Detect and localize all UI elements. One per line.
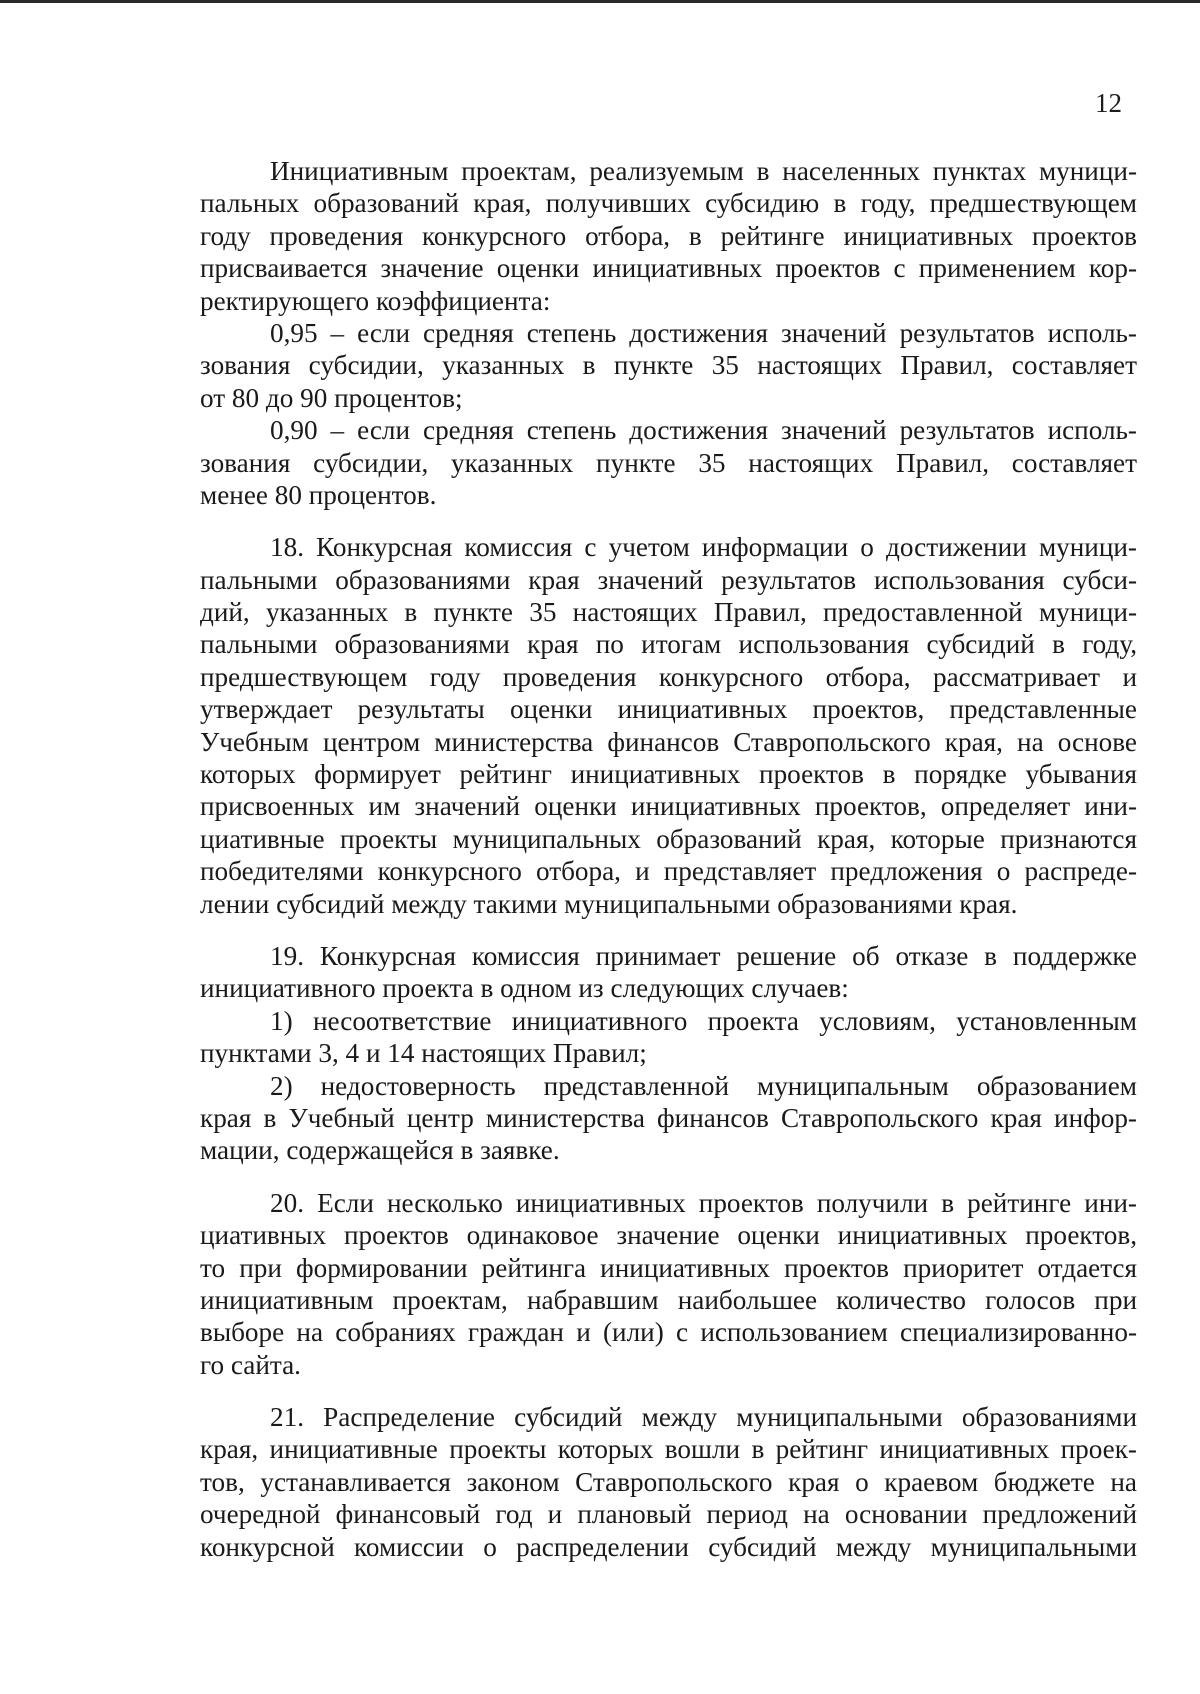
text-line: циативные проекты муниципальных образований края, которые признаются <box>200 823 1137 854</box>
text-line: присваивается значение оценки инициативных проектов с применением кор- <box>200 253 1137 284</box>
paragraph-18 <box>200 531 1137 920</box>
text-line: края в Учебный центр министерства финансов Ставропольского края инфор- <box>200 1102 1137 1133</box>
text-line: которых формирует рейтинг инициативных проектов в порядке убывания <box>200 759 1137 790</box>
text-line: зования субсидии, указанных пункте 35 настоящих Правил, составляет <box>200 447 1137 478</box>
text-line: пунктами 3, 4 и 14 настоящих Правил; <box>200 1038 647 1069</box>
text-line: пальных образований края, получивших субсидию в году, предшествующем <box>200 188 1137 219</box>
text-line: тов, устанавливается законом Ставропольского края о краевом бюджете на <box>200 1466 1137 1497</box>
text-line: мации, содержащейся в заявке. <box>200 1135 560 1166</box>
text-line: пальными образованиями края по итогам использования субсидий в году, <box>200 629 1137 660</box>
text-line: выборе на собраниях граждан и (или) с использованием специализированно- <box>200 1317 1137 1348</box>
text-line: 20. Если несколько инициативных проектов получили в рейтинге ини- <box>270 1187 1137 1218</box>
text-line: 19. Конкурсная комиссия принимает решение об отказе в поддержке <box>270 940 1137 971</box>
paragraph-19 <box>200 940 1137 1005</box>
text-line: Учебным центром министерства финансов Ставропольского края, на основе <box>200 726 1137 757</box>
text-line: инициативного проекта в одном из следующих случаев: <box>200 973 849 1004</box>
text-line: 18. Конкурсная комиссия с учетом информации о достижении муници- <box>270 532 1137 563</box>
text-line: 1) несоответствие инициативного проекта условиям, установленным <box>270 1005 1137 1036</box>
text-line: дий, указанных в пункте 35 настоящих Правил, предоставленной муници- <box>200 597 1137 628</box>
text-line: присвоенных им значений оценки инициативных проектов, определяет ини- <box>200 791 1137 822</box>
text-line: 0,90 – если средняя степень достижения значений результатов исполь- <box>270 415 1137 446</box>
text-line: то при формировании рейтинга инициативных проектов приоритет отдается <box>200 1252 1137 1283</box>
document-body <box>200 155 1137 1563</box>
text-line: циативных проектов одинаковое значение оценки инициативных проектов, <box>200 1220 1137 1251</box>
text-line: победителями конкурсного отбора, и представляет предложения о распреде- <box>200 856 1137 887</box>
text-line: от 80 до 90 процентов; <box>200 382 463 413</box>
text-line: 21. Распределение субсидий между муниципальными образованиями <box>270 1402 1137 1433</box>
text-line: менее 80 процентов. <box>200 479 437 510</box>
text-line: 0,95 – если средняя степень достижения значений результатов исполь- <box>270 317 1137 348</box>
text-line: Инициативным проектам, реализуемым в населенных пунктах муници- <box>270 156 1137 186</box>
list-item <box>200 1005 1137 1070</box>
text-line: края, инициативные проекты которых вошли в рейтинг инициативных проек- <box>200 1434 1137 1465</box>
text-line: году проведения конкурсного отбора, в рейтинге инициативных проектов <box>200 220 1137 251</box>
text-line: конкурсной комиссии о распределении субсидий между муниципальными <box>200 1531 1137 1562</box>
text-line: зования субсидии, указанных в пункте 35 настоящих Правил, составляет <box>200 350 1137 381</box>
text-line: утверждает результаты оценки инициативных проектов, представленные <box>200 694 1137 725</box>
text-line: ректирующего коэффициента: <box>200 285 551 316</box>
list-item <box>200 1070 1137 1167</box>
text-line: предшествующем году проведения конкурсного отбора, рассматривает и <box>200 661 1137 692</box>
text-line: инициативным проектам, набравшим наибольшее количество голосов при <box>200 1284 1137 1315</box>
paragraph <box>200 317 1137 414</box>
text-line: пальными образованиями края значений результатов использования субси- <box>200 564 1137 595</box>
text-line: 2) недостоверность представленной муниципальным образованием <box>270 1070 1137 1101</box>
text-line: го сайта. <box>200 1349 301 1380</box>
page-number: 12 <box>1095 88 1122 118</box>
paragraph <box>200 155 1137 317</box>
text-line: лении субсидий между такими муниципальными образованиями края. <box>200 888 1018 919</box>
paragraph-20 <box>200 1187 1137 1381</box>
top-border <box>0 0 1200 3</box>
paragraph <box>200 414 1137 511</box>
text-line: очередной финансовый год и плановый период на основании предложений <box>200 1499 1137 1530</box>
paragraph-21 <box>200 1401 1137 1563</box>
